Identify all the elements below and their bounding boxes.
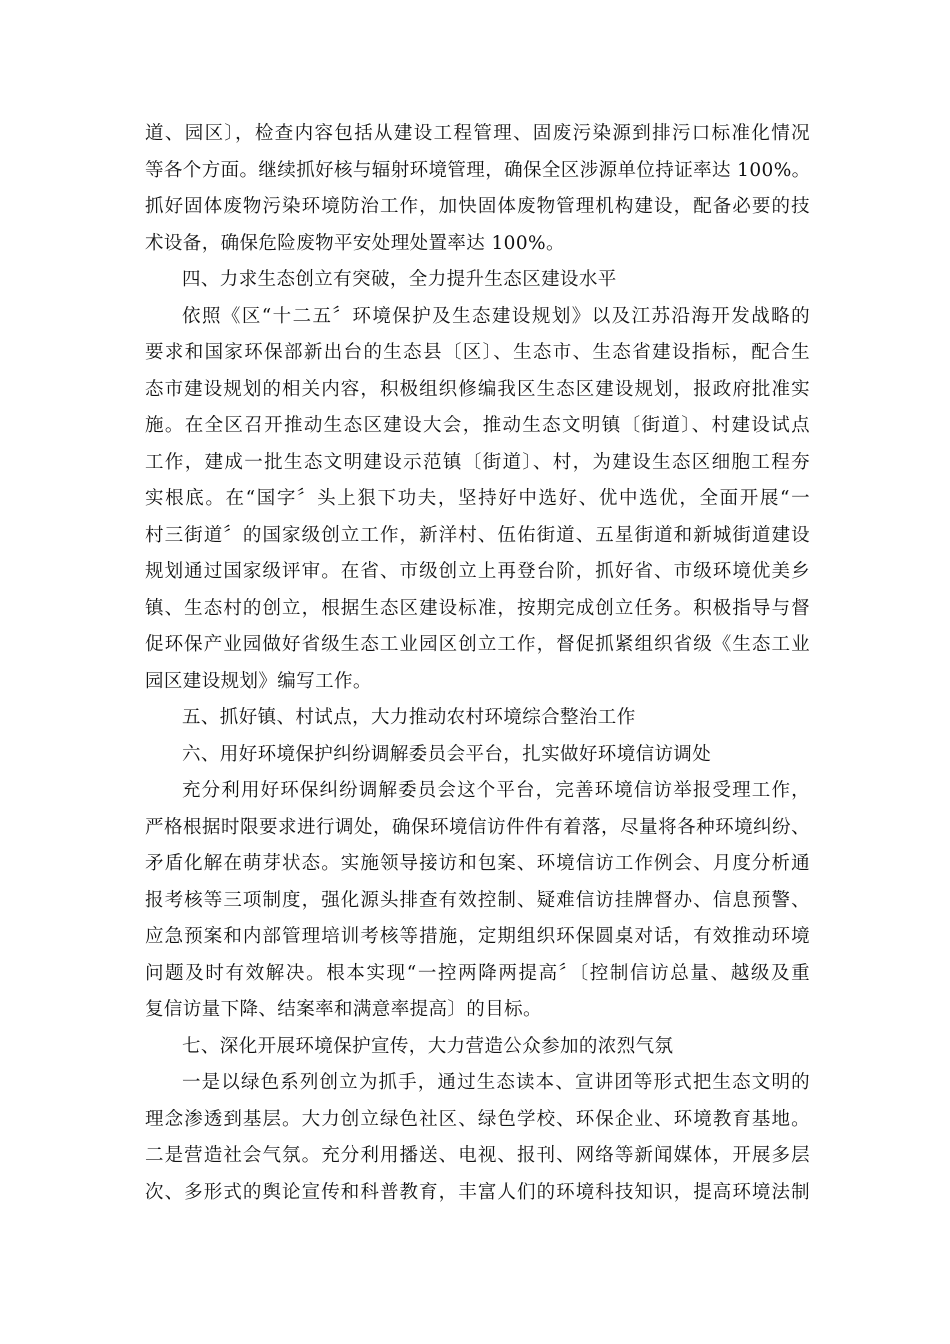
section-heading: 四、力求生态创立有突破，全力提升生态区建设水平: [182, 269, 617, 290]
document-body: [145, 116, 810, 1211]
text-line: 施。在全区召开推动生态区建设大会，推动生态文明镇〔街道〕、村建设试点: [145, 415, 810, 436]
text-line: 术设备，确保危险废物平安处理处置率达 100%。: [145, 232, 565, 254]
text-line: 促环保产业园做好省级生态工业园区创立工作，督促抓紧组织省级《生态工业: [145, 634, 810, 655]
text-line: 次、多形式的舆论宣传和科普教育，丰富人们的环境科技知识，提高环境法制: [145, 1181, 810, 1203]
text-line: 充分利用好环保纠纷调解委员会这个平台，完善环境信访举报受理工作，: [182, 780, 810, 801]
text-line: 态市建设规划的相关内容，积极组织修编我区生态区建设规划，报政府批准实: [145, 378, 810, 400]
text-line: 等各个方面。继续抓好核与辐射环境管理，确保全区涉源单位持证率达 100%。: [145, 159, 811, 181]
text-line: 报考核等三项制度，强化源头排查有效控制、疑难信访挂牌督办、信息预警、: [145, 889, 810, 911]
text-line: 应急预案和内部管理培训考核等措施，定期组织环保圆桌对话，有效推动环境: [145, 926, 810, 947]
section-heading: 七、深化开展环境保护宣传，大力营造公众参加的浓烈气氛: [182, 1035, 674, 1057]
section-heading: 五、抓好镇、村试点，大力推动农村环境综合整治工作: [182, 707, 636, 728]
text-line: 问题及时有效解决。根本实现“一控两降两提高〞〔控制信访总量、越级及重: [145, 962, 810, 984]
text-line: 复信访量下降、结案率和满意率提高〕的目标。: [145, 999, 542, 1020]
text-line: 村三街道〞的国家级创立工作，新洋村、伍佑街道、五星街道和新城街道建设: [145, 524, 810, 546]
text-line: 镇、生态村的创立，根据生态区建设标准，按期完成创立任务。积极指导与督: [145, 597, 810, 619]
text-line: 理念渗透到基层。大力创立绿色社区、绿色学校、环保企业、环境教育基地。: [145, 1108, 810, 1130]
text-line: 园区建设规划》编写工作。: [145, 670, 372, 692]
text-line: 工作，建成一批生态文明建设示范镇〔街道〕、村，为建设生态区细胞工程夯: [145, 451, 810, 473]
text-line: 二是营造社会气氛。充分利用播送、电视、报刊、网络等新闻媒体，开展多层: [145, 1145, 810, 1166]
text-line: 道、园区〕，检查内容包括从建设工程管理、固废污染源到排污口标准化情况: [145, 123, 810, 144]
text-line: 规划通过国家级评审。在省、市级创立上再登台阶，抓好省、市级环境优美乡: [145, 561, 810, 582]
text-line: 实根底。在“国字〞头上狠下功夫，坚持好中选好、优中选优，全面开展“一: [145, 488, 810, 509]
text-line: 矛盾化解在萌芽状态。实施领导接访和包案、环境信访工作例会、月度分析通: [145, 853, 810, 874]
text-line: 严格根据时限要求进行调处，确保环境信访件件有着落，尽量将各种环境纠纷、: [145, 816, 810, 838]
text-line: 抓好固体废物污染环境防治工作，加快固体废物管理机构建设，配备必要的技: [145, 196, 810, 217]
text-line: 一是以绿色系列创立为抓手，通过生态读本、宣讲团等形式把生态文明的: [182, 1072, 810, 1093]
text-line: 要求和国家环保部新出台的生态县〔区〕、生态市、生态省建设指标，配合生: [145, 342, 810, 363]
section-heading: 六、用好环境保护纠纷调解委员会平台，扎实做好环境信访调处: [182, 743, 712, 765]
text-line: 依照《区“十二五〞环境保护及生态建设规划》以及江苏沿海开发战略的: [182, 305, 810, 327]
